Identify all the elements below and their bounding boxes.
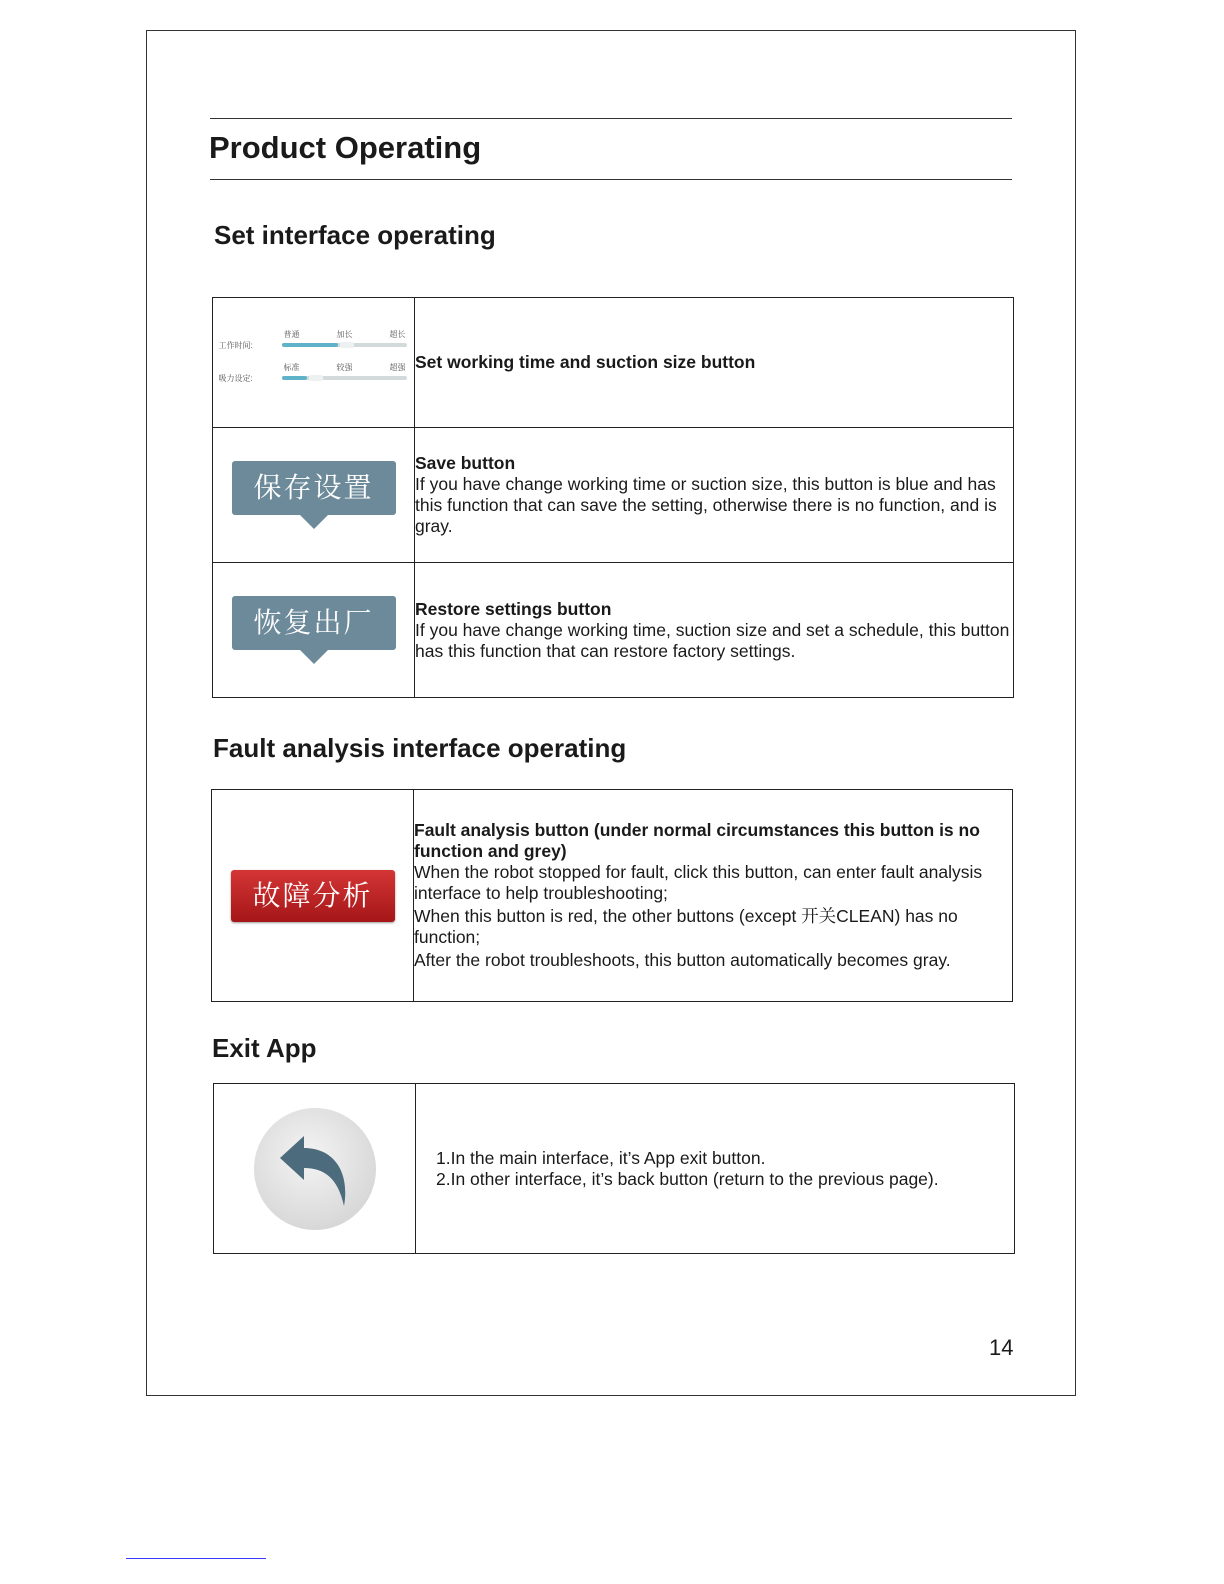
table-row [212,790,1013,1002]
suction-label: 吸力设定: [218,373,253,383]
table-row [214,1084,1015,1254]
work-time-tick-3: 超长 [389,329,406,339]
row-text: 2.In other interface, it’s back button (return to the previous page). [436,1168,939,1189]
table-row [213,563,1014,698]
exit-description-cell [416,1084,1015,1254]
suction-slider[interactable] [282,376,407,380]
work-time-slider-knob[interactable] [340,342,354,348]
fault-analysis-table [211,789,1013,1002]
row-text: When this button is red, the other buttons (except 开关CLEAN) has no function; [414,906,958,947]
table-row [213,298,1014,428]
fault-analysis-button[interactable]: 故障分析 [231,870,395,922]
page-number: 14 [989,1335,1014,1360]
work-time-label: 工作时间: [218,340,253,350]
footer-link-underline [126,1558,266,1559]
row-title: Restore settings button [415,598,612,619]
row-title: Set working time and suction size button [415,352,756,372]
page-title: Product Operating [209,130,482,165]
work-time-slider-fill [282,343,338,347]
table-row [213,428,1014,563]
suction-tick-2: 较强 [336,362,353,372]
save-button-description-cell [415,428,1014,563]
set-interface-table [212,297,1014,698]
restore-button-description-cell [415,563,1014,698]
save-button-cell [213,428,415,563]
fault-button-cell [212,790,414,1002]
work-time-tick-2: 加长 [336,329,353,339]
row-title: Save button [415,453,516,473]
section-title-fault-analysis: Fault analysis interface operating [213,733,627,763]
back-arrow-icon [278,1134,354,1210]
row-text: If you have change working time or suction size, this button is blue and has this function that can save the setting, otherwise there is no function, and is gray. [415,474,997,536]
title-bottom-rule [210,179,1012,180]
slider-settings-icon [219,327,409,399]
row-text: 1.In the main interface, it’s App exit button. [436,1147,766,1168]
suction-tick-3: 超强 [389,362,406,372]
row-title: Fault analysis button (under normal circumstances this button is no function and grey) [414,820,980,861]
row-text: If you have change working time, suction size and set a schedule, this button has this function that can restore factory settings. [415,619,1010,661]
back-button[interactable] [254,1108,376,1230]
restore-factory-button[interactable]: 恢复出厂 [232,596,396,650]
suction-slider-knob[interactable] [309,375,323,381]
back-button-cell [214,1084,416,1254]
suction-tick-1: 标准 [283,362,300,372]
fault-description-cell [414,790,1013,1002]
set-interface-description-cell [415,298,1014,428]
exit-app-table [213,1083,1015,1254]
suction-slider-fill [282,376,307,380]
restore-button-cell [213,563,415,698]
section-title-set-interface: Set interface operating [214,220,496,250]
save-settings-button[interactable]: 保存设置 [232,461,396,515]
row-text: When the robot stopped for fault, click this button, can enter fault analysis interface to help troubleshooting; [414,862,983,903]
section-title-exit-app: Exit App [212,1033,317,1063]
row-text: After the robot troubleshoots, this button automatically becomes gray. [414,950,951,970]
work-time-slider[interactable] [282,343,407,347]
work-time-tick-1: 普通 [283,329,300,339]
slider-settings-cell [213,298,415,428]
title-top-rule [210,118,1012,119]
